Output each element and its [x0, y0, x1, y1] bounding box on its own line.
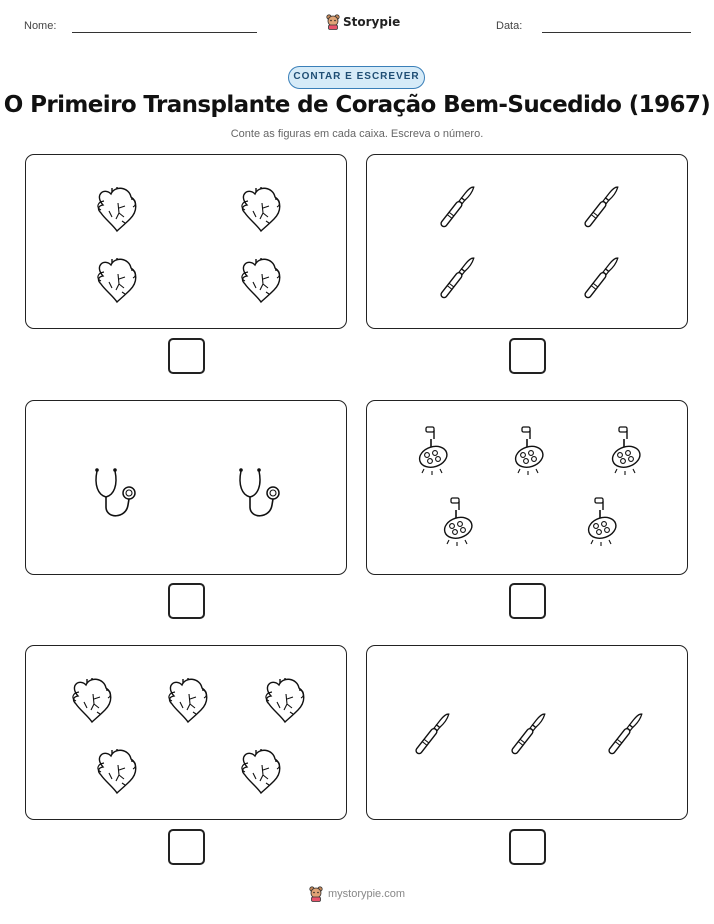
footer: [309, 886, 405, 902]
surgical-lamp-icon: [417, 427, 450, 475]
answer-box-3[interactable]: [168, 583, 205, 619]
stethoscope-icon: [95, 468, 135, 516]
count-box-2-figures: [367, 155, 689, 330]
surgical-lamp-icon: [586, 498, 619, 546]
scalpel-icon: [415, 712, 451, 755]
instructions: Conte as figuras em cada caixa. Escreva o número.: [230, 128, 484, 140]
date-label: Data:: [496, 20, 523, 32]
name-line[interactable]: [72, 32, 257, 33]
heart-icon: [73, 678, 111, 722]
count-box-2: [366, 154, 688, 329]
scalpel-icon: [584, 256, 620, 299]
count-box-6-figures: [367, 646, 689, 821]
count-box-6: [366, 645, 688, 820]
answer-box-5[interactable]: [168, 829, 205, 865]
brand-logo: [326, 14, 400, 30]
count-box-1-figures: [26, 155, 348, 330]
scalpel-icon: [440, 185, 476, 228]
scalpel-icon: [440, 256, 476, 299]
heart-icon: [266, 678, 304, 722]
scalpel-icon: [511, 712, 547, 755]
scalpel-icon: [608, 712, 644, 755]
heart-icon: [98, 749, 136, 793]
heart-icon: [98, 258, 136, 302]
heart-icon: [242, 187, 280, 231]
surgical-lamp-icon: [610, 427, 643, 475]
answer-box-4[interactable]: [509, 583, 546, 619]
count-box-5: [25, 645, 347, 820]
count-box-3: [25, 400, 347, 575]
answer-box-2[interactable]: [509, 338, 546, 374]
heart-icon: [169, 678, 207, 722]
brand-name: Storypie: [343, 15, 401, 29]
bear-mascot-icon: [309, 886, 323, 902]
activity-badge: CONTAR E ESCREVER: [288, 66, 425, 89]
date-line[interactable]: [542, 32, 691, 33]
answer-box-6[interactable]: [509, 829, 546, 865]
surgical-lamp-icon: [442, 498, 475, 546]
surgical-lamp-icon: [513, 427, 546, 475]
scalpel-icon: [584, 185, 620, 228]
count-box-3-figures: [26, 401, 348, 576]
footer-url: mystorypie.com: [328, 888, 406, 900]
answer-box-1[interactable]: [168, 338, 205, 374]
count-box-1: [25, 154, 347, 329]
bear-mascot-icon: [326, 14, 340, 30]
page-title: O Primeiro Transplante de Coração Bem-Sucedido (1967): [3, 92, 711, 118]
heart-icon: [242, 258, 280, 302]
count-box-4: [366, 400, 688, 575]
name-label: Nome:: [24, 20, 57, 32]
stethoscope-icon: [239, 468, 279, 516]
heart-icon: [242, 749, 280, 793]
count-box-4-figures: [367, 401, 689, 576]
heart-icon: [98, 187, 136, 231]
count-box-5-figures: [26, 646, 348, 821]
